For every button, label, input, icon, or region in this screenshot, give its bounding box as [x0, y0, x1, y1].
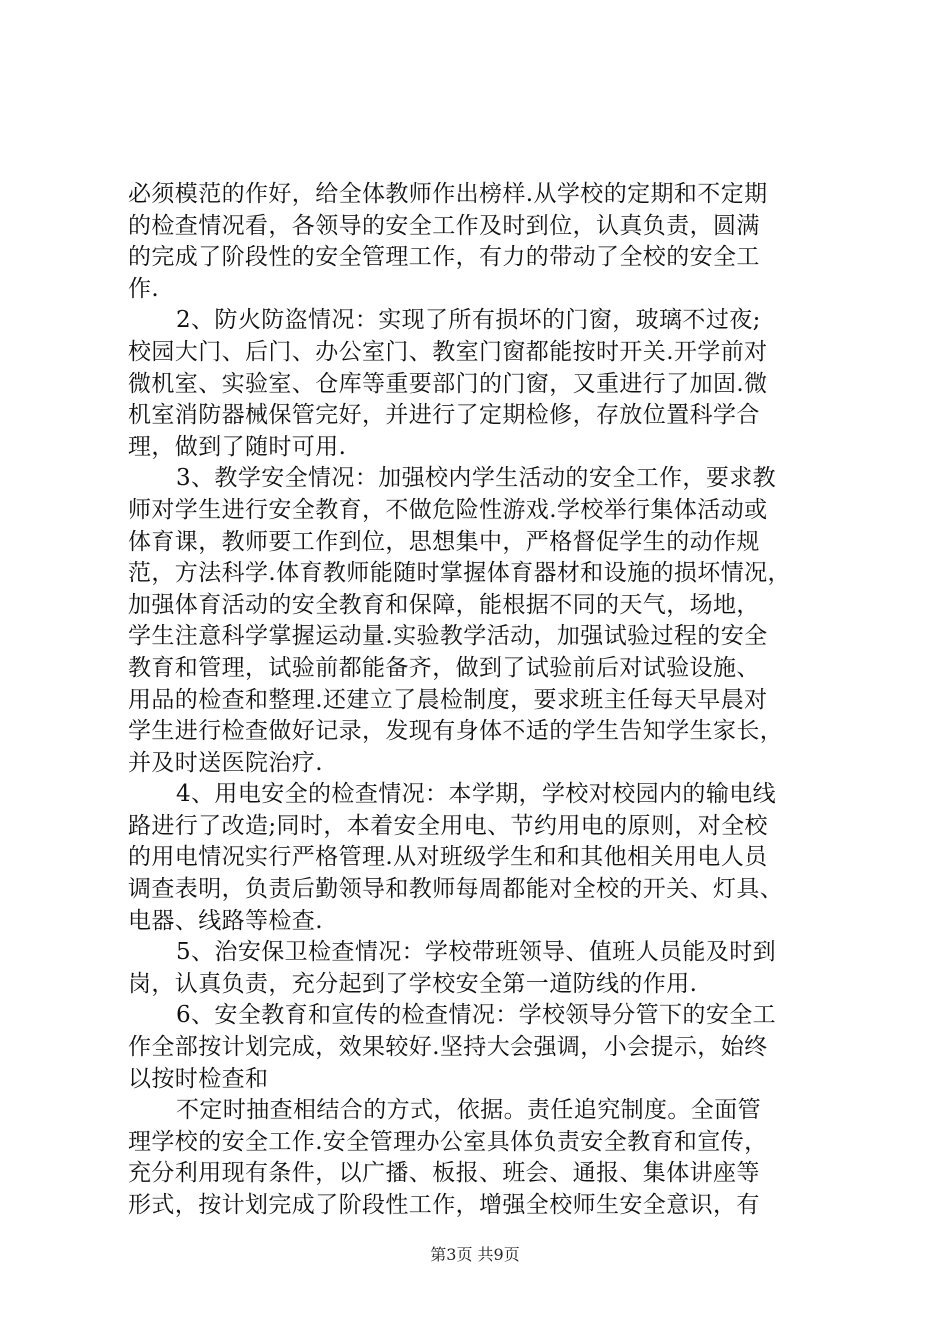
- text-line: 的检查情况看，各领导的安全工作及时到位，认真负责，圆满: [128, 212, 760, 239]
- text-line: 校园大门、后门、办公室门、教室门窗都能按时开关.开学前对: [128, 338, 768, 365]
- page-footer: 第3页 共9页: [430, 1245, 520, 1264]
- text-line: 并及时送医院治疗.: [128, 749, 323, 776]
- text-line: 必须模范的作好，给全体教师作出榜样.从学校的定期和不定期: [128, 181, 768, 207]
- text-line: 理学校的安全工作.安全管理办公室具体负责安全教育和宣传，: [128, 1128, 768, 1155]
- paragraph-first-line: 3、教学安全情况：加强校内学生活动的安全工作，要求教: [176, 465, 777, 492]
- paragraph-first-line: 4、用电安全的检查情况：本学期，学校对校园内的输电线: [176, 781, 777, 808]
- text-line: 岗，认真负责，充分起到了学校安全第一道防线的作用.: [128, 970, 698, 997]
- text-line: 加强体育活动的安全教育和保障，能根据不同的天气，场地，: [128, 591, 760, 618]
- paragraph-first-line: 2、防火防盗情况：实现了所有损坏的门窗，玻璃不过夜;: [176, 307, 761, 334]
- text-line: 学生进行检查做好记录，发现有身体不适的学生告知学生家长，: [128, 718, 784, 745]
- text-line: 教育和管理，试验前都能备齐，做到了试验前后对试验设施、: [128, 654, 760, 681]
- text-line: 作全部按计划完成，效果较好.坚持大会强调，小会提示，始终: [128, 1034, 768, 1061]
- text-line: 作.: [128, 275, 160, 302]
- text-line: 范，方法科学.体育教师能随时掌握体育器材和设施的损坏情况，: [128, 560, 791, 587]
- text-line: 用品的检查和整理.还建立了晨检制度，要求班主任每天早晨对: [128, 686, 768, 713]
- text-line: 理，做到了随时可用.: [128, 433, 347, 460]
- text-line: 调查表明，负责后勤领导和教师每周都能对全校的开关、灯具、: [128, 876, 784, 903]
- text-line: 的用电情况实行严格管理.从对班级学生和和其他相关用电人员: [128, 844, 768, 871]
- document-body: [128, 179, 828, 1222]
- text-line: 体育课，教师要工作到位，思想集中，严格督促学生的动作规: [128, 528, 760, 555]
- text-line: 机室消防器械保管完好，并进行了定期检修，存放位置科学合: [128, 402, 760, 429]
- text-line: 以按时检查和: [128, 1065, 269, 1092]
- text-line: 师对学生进行安全教育，不做危险性游戏.学校举行集体活动或: [128, 496, 768, 523]
- paragraph-first-line: 不定时抽查相结合的方式，依据。责任追究制度。全面管: [176, 1097, 761, 1124]
- text-line: 电器、线路等检查.: [128, 907, 323, 934]
- paragraph-first-line: 6、安全教育和宣传的检查情况：学校领导分管下的安全工: [176, 1002, 777, 1029]
- text-line: 形式，按计划完成了阶段性工作，增强全校师生安全意识，有: [128, 1192, 760, 1218]
- paragraph-first-line: 5、治安保卫检查情况：学校带班领导、值班人员能及时到: [176, 939, 777, 966]
- text-line: 路进行了改造;同时，本着安全用电、节约用电的原则，对全校: [128, 812, 768, 839]
- text-line: 学生注意科学掌握运动量.实验教学活动，加强试验过程的安全: [128, 623, 768, 650]
- text-line: 微机室、实验室、仓库等重要部门的门窗，又重进行了加固.微: [128, 370, 768, 397]
- text-line: 充分利用现有条件，以广播、板报、班会、通报、集体讲座等: [128, 1160, 760, 1187]
- text-line: 的完成了阶段性的安全管理工作，有力的带动了全校的安全工: [128, 244, 760, 271]
